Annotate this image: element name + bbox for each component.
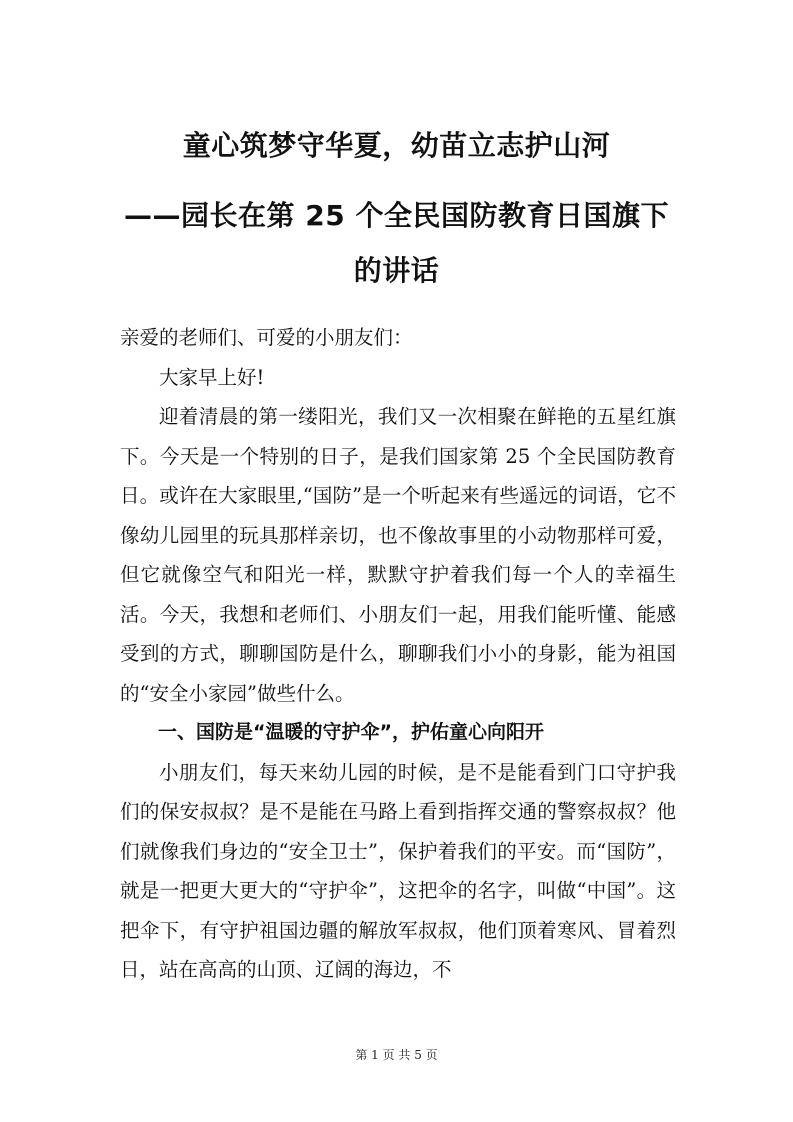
page-number-footer: 第 1 页 共 5 页 bbox=[355, 1048, 438, 1062]
paragraph-2: 小朋友们，每天来幼儿园的时候，是不是能看到门口守护我们的保安叔叔？是不是能在马路上看到指挥交通的警察叔叔？他们就像我们身边的“安全卫士”，保护着我们的平安。而“国防”，就是一把更大更大的“守护伞”，这把伞的名字，叫做“中国”。这把伞下，有守护祖国边疆的解放军叔叔，他们顶着寒风、冒着烈日，站在高高的山顶、辽阔的海边，不 bbox=[120, 760, 676, 981]
paragraph-1: 迎着清晨的第一缕阳光，我们又一次相聚在鲜艳的五星红旗下。今天是一个特别的日子，是我们国家第 25 个全民国防教育日。或许在大家眼里,“国防”是一个听起来有些遥远的词语，它不像幼儿园里的玩具那样亲切，也不像故事里的小动物那样可爱，但它就像空气和阳光一样，默默守护着我们每一个人的幸福生活。今天，我想和老师们、小朋友们一起，用我们能听懂、能感受到的方式，聊聊国防是什么，聊聊我们小小的身影，能为祖国的“安全小家园”做些什么。 bbox=[120, 405, 676, 705]
title-line-3: 的讲话 bbox=[353, 254, 440, 287]
section-heading-1: 一、国防是“温暖的守护伞”，护佑童心向阳开 bbox=[158, 721, 544, 743]
document-body bbox=[120, 318, 676, 990]
title-line-1: 童心筑梦守华夏，幼苗立志护山河 bbox=[182, 129, 611, 162]
title-line-2: ——园长在第 25 个全民国防教育日国旗下 bbox=[124, 199, 669, 232]
salutation: 亲爱的老师们、可爱的小朋友们： bbox=[120, 326, 413, 349]
greeting: 大家早上好! bbox=[159, 365, 265, 389]
